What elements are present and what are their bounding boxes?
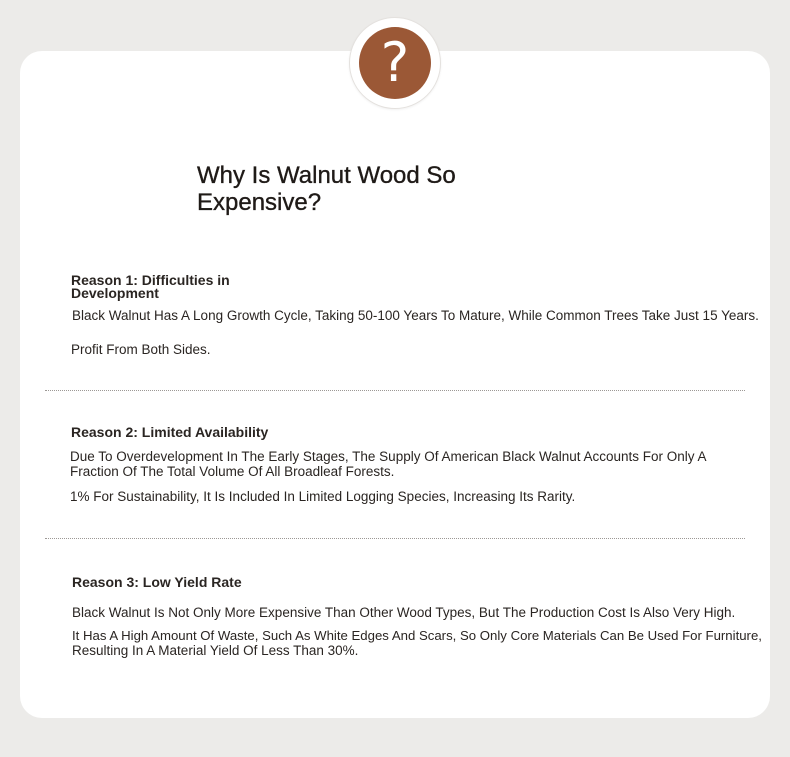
section-divider xyxy=(45,538,745,539)
section-2-paragraph-1: Due To Overdevelopment In The Early Stages, The Supply Of American Black Walnut Accounts For Only A xyxy=(70,449,707,464)
section-1-paragraph-1: Black Walnut Has A Long Growth Cycle, Taking 50-100 Years To Mature, While Common Trees Take Just 15 Years. xyxy=(72,308,759,323)
section-3-paragraph-2: It Has A High Amount Of Waste, Such As White Edges And Scars, So Only Core Materials Can Be Used For Furniture, xyxy=(72,628,762,643)
section-heading-reason-3: Reason 3: Low Yield Rate xyxy=(72,574,242,590)
question-mark-icon: ? xyxy=(359,27,431,99)
section-1-paragraph-2: Profit From Both Sides. xyxy=(71,342,211,357)
section-heading-reason-1: Reason 1: Difficulties in Development xyxy=(71,272,230,301)
section-2-paragraph-3: 1% For Sustainability, It Is Included In Limited Logging Species, Increasing Its Rarity. xyxy=(70,489,576,504)
section-divider xyxy=(45,390,745,391)
section-heading-reason-2: Reason 2: Limited Availability xyxy=(71,424,269,440)
section-3-paragraph-1: Black Walnut Is Not Only More Expensive Than Other Wood Types, But The Production Cost Is Also Very High. xyxy=(72,605,736,620)
section-2-paragraph-2: Fraction Of The Total Volume Of All Broadleaf Forests. xyxy=(70,464,395,479)
section-3-paragraph-3: Resulting In A Material Yield Of Less Than 30%. xyxy=(72,643,359,658)
page-title: Why Is Walnut Wood So Expensive? xyxy=(197,162,456,216)
